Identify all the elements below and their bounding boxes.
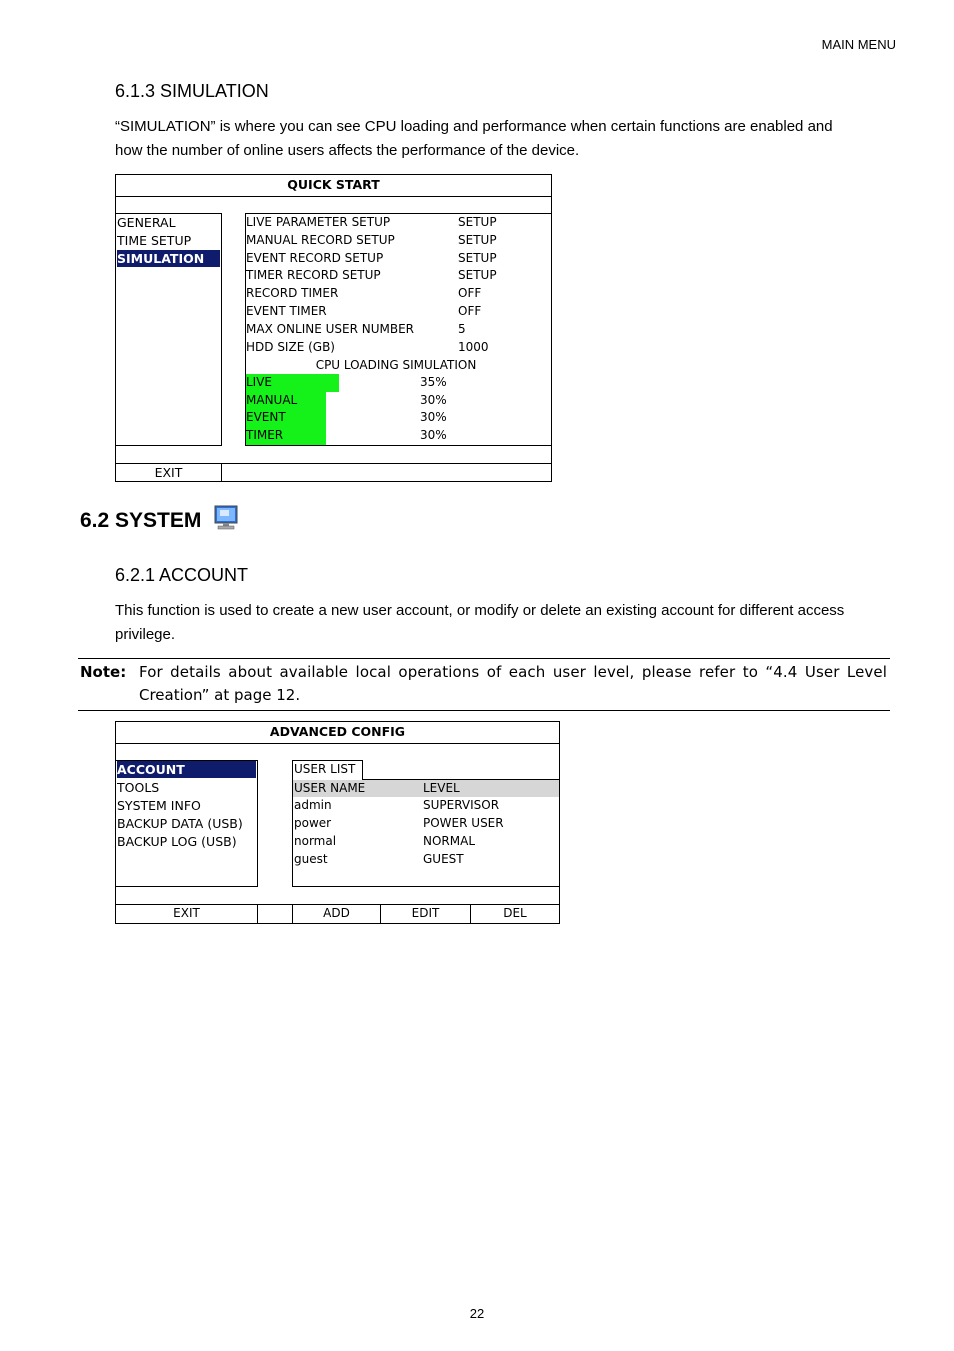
menu-item[interactable]: BACKUP LOG (USB)	[117, 834, 237, 849]
quick-start-panel	[115, 174, 552, 482]
setting-value[interactable]: 1000	[458, 339, 489, 354]
tab-user-list[interactable]: USER LIST	[294, 762, 356, 776]
paragraph-line: This function is used to create a new user account, or modify or delete an existing account for different access	[115, 602, 845, 619]
setting-value[interactable]: SETUP	[458, 268, 497, 283]
setting-label: MANUAL RECORD SETUP	[246, 232, 395, 247]
menu-item[interactable]: ACCOUNT	[117, 761, 256, 778]
setting-label: EVENT RECORD SETUP	[246, 250, 384, 265]
menu-item[interactable]: SYSTEM INFO	[117, 798, 201, 813]
heading-text: 6.2 SYSTEM	[80, 509, 202, 532]
setting-label: HDD SIZE (GB)	[246, 339, 335, 354]
setting-value[interactable]: 5	[458, 321, 466, 336]
table-row-level: POWER USER	[423, 816, 504, 830]
side-menu	[115, 760, 258, 887]
table-row-user-name[interactable]: guest	[294, 852, 328, 866]
setting-value[interactable]: SETUP	[458, 250, 497, 265]
paragraph-line: privilege.	[115, 626, 176, 643]
table-row-level: SUPERVISOR	[423, 798, 500, 812]
note-label: Note:	[80, 663, 127, 681]
cpu-label: TIMER	[246, 428, 284, 443]
menu-item[interactable]: BACKUP DATA (USB)	[117, 816, 243, 831]
menu-item-simulation[interactable]: SIMULATION	[117, 250, 220, 267]
table-row-user-name[interactable]: normal	[294, 834, 337, 848]
setting-label: TIMER RECORD SETUP	[246, 268, 381, 283]
cpu-value: 35%	[420, 375, 447, 389]
section-heading-system	[80, 505, 239, 537]
cpu-label: EVENT	[246, 410, 286, 425]
menu-item-time-setup[interactable]: TIME SETUP	[117, 233, 192, 248]
page-number: 22	[469, 1306, 485, 1321]
del-button[interactable]: DEL	[503, 906, 527, 920]
table-row-level: GUEST	[423, 852, 464, 866]
cpu-value: 30%	[420, 410, 447, 425]
monitor-icon	[213, 505, 239, 537]
cpu-value: 30%	[420, 392, 447, 407]
note-line: Creation” at page 12.	[139, 686, 301, 704]
setting-value[interactable]: SETUP	[458, 215, 497, 229]
panel-title: QUICK START	[116, 175, 551, 197]
setting-label: RECORD TIMER	[246, 286, 339, 301]
table-row-user-name[interactable]: admin	[294, 798, 332, 812]
menu-item-general[interactable]: GENERAL	[117, 215, 176, 230]
setting-label: MAX ONLINE USER NUMBER	[246, 321, 415, 336]
section-title-simulation: 6.1.3 SIMULATION	[115, 81, 269, 101]
add-button[interactable]: ADD	[293, 904, 381, 924]
column-header-user-name: USER NAME	[294, 781, 366, 795]
setting-value[interactable]: OFF	[458, 286, 482, 301]
paragraph-line: how the number of online users affects the performance of the device.	[115, 142, 580, 159]
advanced-config-panel	[115, 721, 560, 924]
user-list-panel	[292, 760, 560, 887]
cpu-value: 30%	[420, 428, 447, 443]
edit-button[interactable]: EDIT	[381, 904, 471, 924]
menu-item[interactable]: TOOLS	[117, 780, 160, 795]
cpu-loading-title: CPU LOADING SIMULATION	[315, 358, 477, 372]
cpu-label: LIVE	[246, 375, 273, 389]
note-box	[78, 658, 890, 711]
setting-label: LIVE PARAMETER SETUP	[246, 215, 391, 229]
column-header-level: LEVEL	[423, 781, 460, 795]
panel-title: ADVANCED CONFIG	[116, 722, 559, 744]
paragraph-line: “SIMULATION” is where you can see CPU loading and performance when certain functions are enabled and	[115, 118, 833, 135]
note-line: For details about available local operations of each user level, please refer to “4.4 User Level	[139, 663, 887, 681]
setting-label: EVENT TIMER	[246, 304, 327, 318]
running-header: MAIN MENU	[821, 37, 896, 52]
simulation-settings	[245, 213, 552, 446]
side-menu	[115, 213, 222, 446]
table-row-level: NORMAL	[423, 834, 476, 848]
setting-value[interactable]: SETUP	[458, 232, 497, 247]
setting-value[interactable]: OFF	[458, 304, 482, 318]
cpu-label: MANUAL	[246, 392, 298, 407]
exit-button[interactable]: EXIT	[154, 465, 183, 480]
table-row-user-name[interactable]: power	[294, 816, 332, 830]
exit-button[interactable]: EXIT	[173, 906, 200, 920]
section-title-account: 6.2.1 ACCOUNT	[115, 565, 249, 585]
